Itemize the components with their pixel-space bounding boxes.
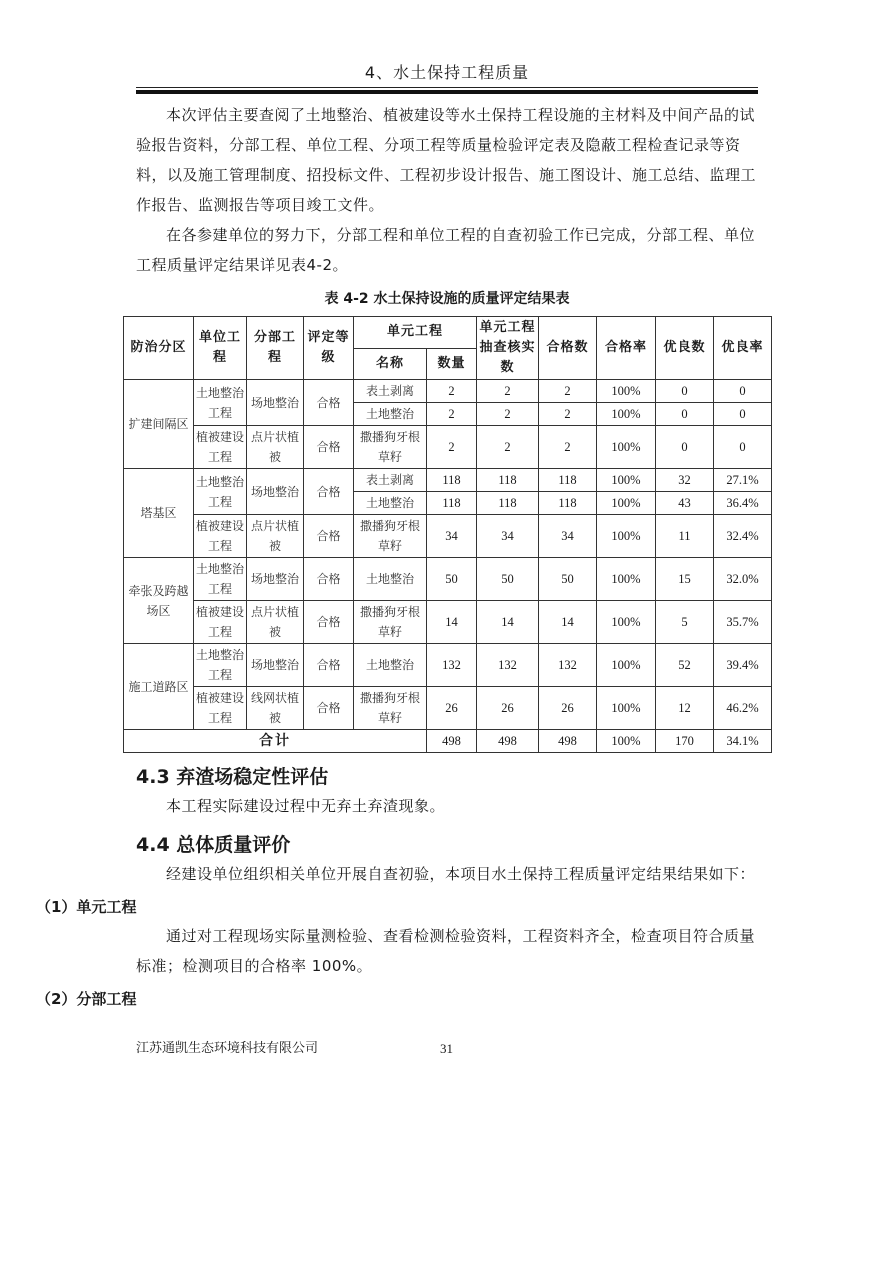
excellent-cell: 0 xyxy=(656,380,714,403)
excellent-rate-cell: 36.4% xyxy=(714,492,772,515)
section-4-3-body xyxy=(136,791,758,821)
checked-cell: 2 xyxy=(477,426,539,469)
count-cell: 2 xyxy=(427,380,477,403)
unit-cell: 植被建设工程 xyxy=(194,687,247,730)
table-row xyxy=(124,601,772,644)
count-cell: 50 xyxy=(427,558,477,601)
excellent-cell: 12 xyxy=(656,687,714,730)
grade-cell: 合格 xyxy=(304,644,354,687)
pass-rate-cell: 100% xyxy=(597,601,656,644)
pass-rate-cell: 100% xyxy=(597,426,656,469)
header-excellent-rate: 优良率 xyxy=(714,317,772,380)
header-rule-thin xyxy=(136,87,758,88)
header-element-name: 名称 xyxy=(354,348,427,380)
excellent-rate-cell: 32.0% xyxy=(714,558,772,601)
pass-rate-cell: 100% xyxy=(597,687,656,730)
unit-cell: 土地整治工程 xyxy=(194,644,247,687)
section-4-4-heading: 4.4 总体质量评价 xyxy=(136,834,291,856)
checked-cell: 34 xyxy=(477,515,539,558)
total-excellent-rate: 34.1% xyxy=(714,730,772,753)
division-cell: 点片状植被 xyxy=(247,426,304,469)
sub-element-body xyxy=(136,921,758,981)
header-element-count: 数量 xyxy=(427,348,477,380)
excellent-cell: 0 xyxy=(656,403,714,426)
header-checked: 单元工程抽查核实数 xyxy=(477,317,539,380)
division-cell: 点片状植被 xyxy=(247,515,304,558)
grade-cell: 合格 xyxy=(304,687,354,730)
element-name-cell: 土地整治 xyxy=(354,558,427,601)
header-rule-thick xyxy=(136,90,758,94)
total-passed: 498 xyxy=(539,730,597,753)
unit-cell: 植被建设工程 xyxy=(194,426,247,469)
excellent-rate-cell: 27.1% xyxy=(714,469,772,492)
excellent-cell: 43 xyxy=(656,492,714,515)
element-name-cell: 撒播狗牙根草籽 xyxy=(354,426,427,469)
passed-cell: 118 xyxy=(539,469,597,492)
pass-rate-cell: 100% xyxy=(597,469,656,492)
table-section xyxy=(123,288,771,753)
count-cell: 118 xyxy=(427,492,477,515)
zone-cell: 塔基区 xyxy=(124,469,194,558)
grade-cell: 合格 xyxy=(304,515,354,558)
intro-text xyxy=(136,100,758,280)
excellent-cell: 11 xyxy=(656,515,714,558)
division-cell: 点片状植被 xyxy=(247,601,304,644)
section-4-3-text: 本工程实际建设过程中无弃土弃渣现象。 xyxy=(166,797,446,815)
element-name-cell: 表土剥离 xyxy=(354,380,427,403)
table-row xyxy=(124,380,772,403)
excellent-cell: 52 xyxy=(656,644,714,687)
pass-rate-cell: 100% xyxy=(597,515,656,558)
section-4-4-text: 经建设单位组织相关单位开展自查初验，本项目水土保持工程质量评定结果结果如下： xyxy=(166,865,756,883)
passed-cell: 14 xyxy=(539,601,597,644)
count-cell: 14 xyxy=(427,601,477,644)
page-number: 31 xyxy=(440,1041,453,1056)
passed-cell: 50 xyxy=(539,558,597,601)
element-name-cell: 撒播狗牙根草籽 xyxy=(354,601,427,644)
passed-cell: 118 xyxy=(539,492,597,515)
sub-element-text: 通过对工程现场实际量测检验、查看检测检验资料，工程资料齐全，检查项目符合质量标准；检测项目的合格率 100%。 xyxy=(136,927,756,975)
passed-cell: 2 xyxy=(539,380,597,403)
footer-company: 江苏通凯生态环境科技有限公司 xyxy=(136,1041,319,1056)
table-row xyxy=(124,558,772,601)
excellent-cell: 32 xyxy=(656,469,714,492)
division-cell: 场地整治 xyxy=(247,644,304,687)
unit-cell: 植被建设工程 xyxy=(194,515,247,558)
pass-rate-cell: 100% xyxy=(597,380,656,403)
excellent-rate-cell: 0 xyxy=(714,426,772,469)
element-name-cell: 表土剥离 xyxy=(354,469,427,492)
checked-cell: 50 xyxy=(477,558,539,601)
count-cell: 2 xyxy=(427,426,477,469)
header-element-group: 单元工程 xyxy=(354,317,477,349)
excellent-rate-cell: 0 xyxy=(714,380,772,403)
header-unit: 单位工程 xyxy=(194,317,247,380)
checked-cell: 26 xyxy=(477,687,539,730)
grade-cell: 合格 xyxy=(304,601,354,644)
table-row xyxy=(124,687,772,730)
element-name-cell: 土地整治 xyxy=(354,403,427,426)
header-excellent: 优良数 xyxy=(656,317,714,380)
header-zone: 防治分区 xyxy=(124,317,194,380)
unit-cell: 土地整治工程 xyxy=(194,469,247,515)
table-row xyxy=(124,469,772,492)
total-excellent: 170 xyxy=(656,730,714,753)
checked-cell: 2 xyxy=(477,380,539,403)
element-name-cell: 土地整治 xyxy=(354,644,427,687)
checked-cell: 132 xyxy=(477,644,539,687)
excellent-cell: 5 xyxy=(656,601,714,644)
table-row xyxy=(124,426,772,469)
division-cell: 场地整治 xyxy=(247,380,304,426)
division-cell: 场地整治 xyxy=(247,469,304,515)
total-pass-rate: 100% xyxy=(597,730,656,753)
grade-cell: 合格 xyxy=(304,426,354,469)
table-row xyxy=(124,515,772,558)
checked-cell: 2 xyxy=(477,403,539,426)
zone-cell: 牵张及跨越场区 xyxy=(124,558,194,644)
table-body xyxy=(124,380,772,730)
pass-rate-cell: 100% xyxy=(597,492,656,515)
checked-cell: 14 xyxy=(477,601,539,644)
intro-paragraph-2: 在各参建单位的努力下，分部工程和单位工程的自查初验工作已完成，分部工程、单位工程质量评定结果详见表4-2。 xyxy=(136,226,756,274)
element-name-cell: 撒播狗牙根草籽 xyxy=(354,515,427,558)
header-pass-rate: 合格率 xyxy=(597,317,656,380)
header-passed: 合格数 xyxy=(539,317,597,380)
excellent-rate-cell: 46.2% xyxy=(714,687,772,730)
passed-cell: 2 xyxy=(539,426,597,469)
header-division: 分部工程 xyxy=(247,317,304,380)
sub-heading-division: （2）分部工程 xyxy=(36,990,137,1008)
grade-cell: 合格 xyxy=(304,558,354,601)
section-4-3-heading: 4.3 弃渣场稳定性评估 xyxy=(136,766,329,788)
zone-cell: 施工道路区 xyxy=(124,644,194,730)
quality-table xyxy=(123,316,772,753)
total-checked: 498 xyxy=(477,730,539,753)
grade-cell: 合格 xyxy=(304,380,354,426)
passed-cell: 26 xyxy=(539,687,597,730)
table-row xyxy=(124,644,772,687)
count-cell: 26 xyxy=(427,687,477,730)
count-cell: 118 xyxy=(427,469,477,492)
pass-rate-cell: 100% xyxy=(597,403,656,426)
excellent-cell: 0 xyxy=(656,426,714,469)
checked-cell: 118 xyxy=(477,492,539,515)
excellent-cell: 15 xyxy=(656,558,714,601)
count-cell: 2 xyxy=(427,403,477,426)
table-caption: 表 4-2 水土保持设施的质量评定结果表 xyxy=(324,291,570,307)
sub-heading-element: （1）单元工程 xyxy=(36,898,137,916)
passed-cell: 34 xyxy=(539,515,597,558)
division-cell: 线网状植被 xyxy=(247,687,304,730)
grade-cell: 合格 xyxy=(304,469,354,515)
excellent-rate-cell: 39.4% xyxy=(714,644,772,687)
pass-rate-cell: 100% xyxy=(597,644,656,687)
total-row xyxy=(124,730,772,753)
passed-cell: 2 xyxy=(539,403,597,426)
passed-cell: 132 xyxy=(539,644,597,687)
unit-cell: 土地整治工程 xyxy=(194,380,247,426)
running-header: 4、水土保持工程质量 xyxy=(364,63,530,82)
excellent-rate-cell: 0 xyxy=(714,403,772,426)
header-grade: 评定等级 xyxy=(304,317,354,380)
excellent-rate-cell: 32.4% xyxy=(714,515,772,558)
section-4-4-body xyxy=(136,859,758,889)
pass-rate-cell: 100% xyxy=(597,558,656,601)
element-name-cell: 土地整治 xyxy=(354,492,427,515)
intro-paragraph-1: 本次评估主要查阅了土地整治、植被建设等水土保持工程设施的主材料及中间产品的试验报告资料，分部工程、单位工程、分项工程等质量检验评定表及隐蔽工程检查记录等资料，以及施工管理制度、招投标文件、工程初步设计报告、施工图设计、施工总结、监理工作报告、监测报告等项目竣工文件。 xyxy=(136,106,757,214)
zone-cell: 扩建间隔区 xyxy=(124,380,194,469)
unit-cell: 植被建设工程 xyxy=(194,601,247,644)
footer xyxy=(136,1039,758,1061)
total-count: 498 xyxy=(427,730,477,753)
element-name-cell: 撒播狗牙根草籽 xyxy=(354,687,427,730)
unit-cell: 土地整治工程 xyxy=(194,558,247,601)
division-cell: 场地整治 xyxy=(247,558,304,601)
count-cell: 132 xyxy=(427,644,477,687)
checked-cell: 118 xyxy=(477,469,539,492)
count-cell: 34 xyxy=(427,515,477,558)
total-label: 合计 xyxy=(124,730,427,753)
excellent-rate-cell: 35.7% xyxy=(714,601,772,644)
